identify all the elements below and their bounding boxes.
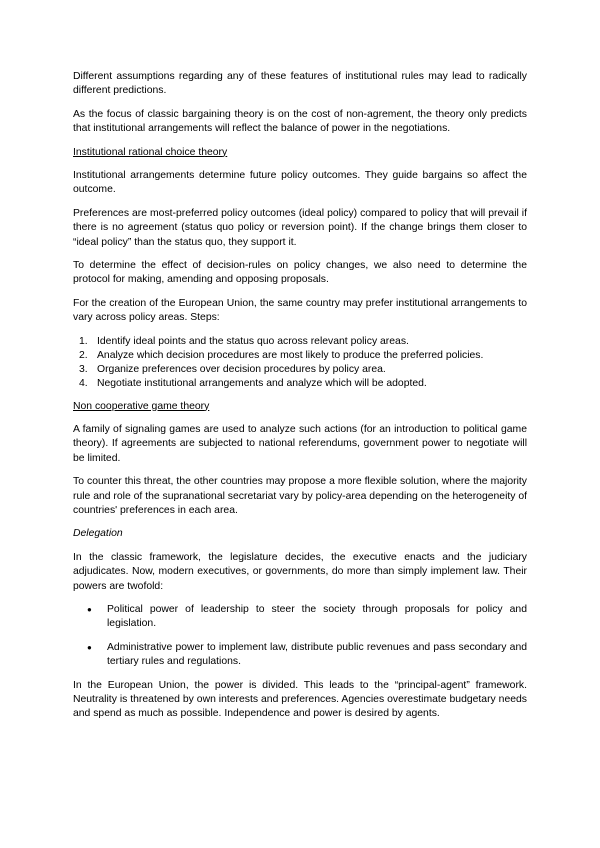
powers-list — [73, 603, 527, 670]
list-number: 1. — [79, 335, 88, 347]
list-item — [73, 335, 527, 349]
list-number: 4. — [79, 378, 88, 390]
paragraph-signaling-games: A family of signaling games are used to analyze such actions (for an introduction to political game theory). If agreements are subjected to national referendums, government power to negotiate will be limited. — [73, 423, 527, 464]
list-item — [73, 349, 527, 363]
paragraph-preferences: Preferences are most-preferred policy outcomes (ideal policy) compared to policy that will prevail if there is no agreement (status quo policy or reversion point). If the change brings them closer to “ideal policy” than the status quo, they support it. — [73, 207, 527, 248]
list-item-text: Administrative power to implement law, distribute public revenues and pass secondary and tertiary rules and regulations. — [107, 641, 527, 668]
heading-delegation: Delegation — [73, 528, 123, 540]
bullet-icon: ● — [87, 642, 92, 652]
document-page — [73, 70, 527, 731]
heading-non-cooperative-game-theory: Non cooperative game theory — [73, 400, 210, 412]
paragraph-eu-creation: For the creation of the European Union, the same country may prefer institutional arrangements to vary across policy areas. Steps: — [73, 297, 527, 324]
paragraph-counter-threat: To counter this threat, the other countries may propose a more flexible solution, where the majority rule and role of the supranational secretariat vary by policy-area depending on the heterogeneity of countries' preferences in each area. — [73, 476, 528, 516]
list-item-text: Political power of leadership to steer the society through proposals for policy and legislation. — [107, 603, 527, 630]
paragraph-bargaining-theory: As the focus of classic bargaining theory is on the cost of non-agrement, the theory only predicts that institutional arrangements will reflect the balance of power in the negotiations. — [73, 108, 527, 135]
list-item-text: Analyze which decision procedures are most likely to produce the preferred policies. — [97, 349, 484, 361]
steps-list — [73, 335, 527, 392]
list-item-text: Organize preferences over decision procedures by policy area. — [97, 364, 386, 376]
paragraph-classic-framework: In the classic framework, the legislature decides, the executive enacts and the judiciary adjudicates. Now, modern executives, or governments, do more than simply implement law. Their powers are twofold: — [73, 551, 527, 592]
list-item — [73, 363, 527, 377]
list-item — [73, 377, 527, 391]
heading-institutional-rational-choice: Institutional rational choice theory — [73, 146, 228, 158]
list-number: 2. — [79, 349, 88, 361]
list-item-text: Negotiate institutional arrangements and analyze which will be adopted. — [97, 378, 427, 390]
list-item — [73, 641, 527, 670]
paragraph-institutional-arrangements: Institutional arrangements determine future policy outcomes. They guide bargains so affect the outcome. — [73, 170, 527, 196]
list-item — [73, 603, 527, 632]
bullet-icon: ● — [87, 604, 92, 614]
paragraph-decision-rules: To determine the effect of decision-rules on policy changes, we also need to determine the protocol for making, amending and opposing proposals. — [73, 260, 527, 286]
list-item-text: Identify ideal points and the status quo across relevant policy areas. — [97, 335, 409, 347]
paragraph-assumptions: Different assumptions regarding any of these features of institutional rules may lead to radically different predictions. — [73, 71, 527, 97]
list-number: 3. — [79, 364, 88, 376]
paragraph-eu-power-divided: In the European Union, the power is divided. This leads to the “principal-agent” framework. Neutrality is threatened by own interests and preferences. Agencies overestimate budgetary needs and spend as much as possible. Independence and power is desired by agents. — [73, 679, 527, 720]
